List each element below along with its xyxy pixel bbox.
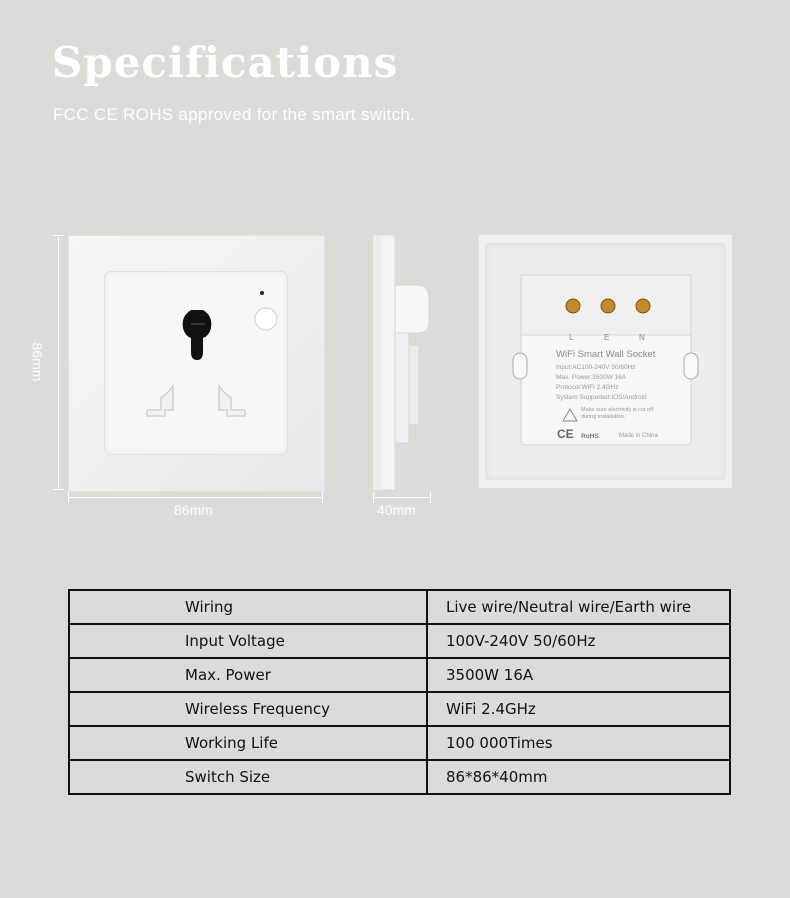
front-view-panel xyxy=(68,235,325,492)
back-view-housing xyxy=(485,243,726,480)
specifications-table xyxy=(68,589,731,795)
side-profile-icon xyxy=(373,235,433,490)
depth-dimension-tick-right xyxy=(430,492,431,503)
table-row xyxy=(69,658,730,692)
depth-dimension-label: 40mm xyxy=(377,502,416,518)
origin-text: Made in China xyxy=(619,433,658,439)
table-row xyxy=(69,692,730,726)
back-spec-line-2: Max. Power:3500W 16A xyxy=(556,374,627,381)
back-product-name: WiFi Smart Wall Socket xyxy=(556,349,656,360)
width-dimension-line xyxy=(68,497,323,498)
spec-label: Max. Power xyxy=(69,658,427,692)
table-row xyxy=(69,624,730,658)
spec-label: Wireless Frequency xyxy=(69,692,427,726)
back-spec-line-4: System Supported:IOS/Android xyxy=(556,394,647,401)
page-title: Specifications xyxy=(52,38,399,87)
width-dimension-tick-right xyxy=(322,492,323,503)
spec-value: 100 000Times xyxy=(427,726,730,760)
depth-dimension-tick-left xyxy=(373,492,374,503)
rohs-mark: RoHS xyxy=(581,433,599,440)
spec-label: Input Voltage xyxy=(69,624,427,658)
back-spec-line-3: Protocol:WiFi 2.4GHz xyxy=(556,384,619,391)
spec-value: Live wire/Neutral wire/Earth wire xyxy=(427,590,730,624)
front-view-socket-plate xyxy=(105,272,287,454)
spec-label: Switch Size xyxy=(69,760,427,794)
back-view-panel xyxy=(478,234,733,489)
width-dimension-tick-left xyxy=(68,492,69,503)
spec-value: 86*86*40mm xyxy=(427,760,730,794)
side-view xyxy=(373,235,433,490)
height-dimension-tick-top xyxy=(53,235,64,236)
page-subtitle: FCC CE ROHS approved for the smart switch. xyxy=(53,105,416,124)
depth-dimension-line xyxy=(373,497,430,498)
ce-mark: CE xyxy=(557,427,574,441)
spec-label: Working Life xyxy=(69,726,427,760)
socket-holes-icon xyxy=(105,272,287,454)
back-spec-line-1: Input:AC100-240V 50/60Hz xyxy=(556,364,636,371)
table-row xyxy=(69,726,730,760)
terminal-label-e: E xyxy=(604,333,610,342)
spec-label: Wiring xyxy=(69,590,427,624)
height-dimension-tick-bottom xyxy=(53,489,64,490)
width-dimension-label: 86mm xyxy=(174,502,213,518)
table-row xyxy=(69,590,730,624)
terminal-label-l: L xyxy=(569,333,574,342)
table-row xyxy=(69,760,730,794)
spec-value: WiFi 2.4GHz xyxy=(427,692,730,726)
terminal-label-n: N xyxy=(639,333,645,342)
back-warning-text: Make sure electricity is cut off during installation. xyxy=(581,407,654,420)
spec-value: 3500W 16A xyxy=(427,658,730,692)
back-housing-icon xyxy=(485,243,726,480)
height-dimension-label: 86mm xyxy=(29,342,46,382)
spec-value: 100V-240V 50/60Hz xyxy=(427,624,730,658)
height-dimension-line xyxy=(58,235,59,490)
